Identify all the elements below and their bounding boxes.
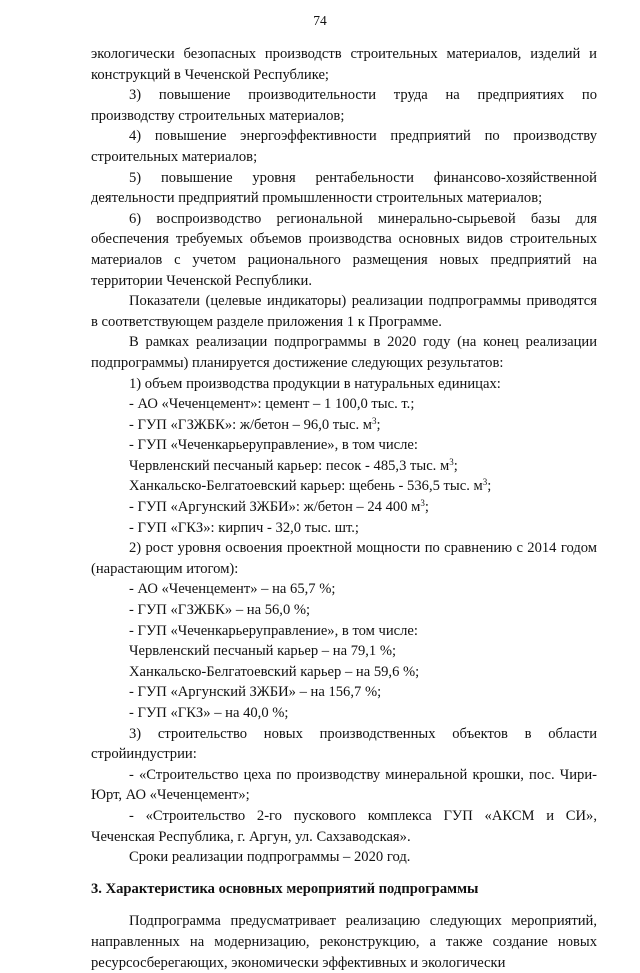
- list-item: - ГУП «ГКЗ» – на 40,0 %;: [129, 705, 289, 721]
- list-item: - ГУП «Чеченкарьеруправление», в том числе:: [129, 622, 418, 639]
- list-item: - «Строительство цеха по производству минеральной крошки, пос. Чири-Юрт, АО «Чеченцемент»;: [91, 766, 597, 804]
- list-item: 1) объем производства продукции в натуральных единицах:: [129, 375, 501, 392]
- list-item: 2) рост уровня освоения проектной мощности по сравнению с 2014 годом (нарастающим итогом):: [91, 540, 597, 577]
- paragraph: В рамках реализации подпрограммы в 2020 году (на конец реализации подпрограммы) планируется достижение следующих результатов:: [91, 334, 597, 371]
- paragraph: 5) повышение уровня рентабельности финансово-хозяйственной деятельности предприятий промышленности строительных материалов;: [91, 169, 597, 207]
- list-item: - «Строительство 2-го пускового комплекса ГУП «АКСМ и СИ», Чеченская Республика, г. Аргун, ул. Сахзаводская».: [91, 807, 597, 845]
- list-item: - АО «Чеченцемент» – на 65,7 %;: [129, 581, 336, 598]
- list-item: - АО «Чеченцемент»: цемент – 1 100,0 тыс. т.;: [129, 396, 415, 413]
- paragraph: Подпрограмма предусматривает реализацию следующих мероприятий, направленных на модернизацию, реконструкцию, а также создание новых ресурсосберегающих, экономически эффективных и экологически: [91, 913, 597, 971]
- list-item: - ГУП «ГЗЖБК» – на 56,0 %;: [129, 602, 311, 619]
- paragraph: 6) воспроизводство региональной минерально-сырьевой базы для обеспечения требуемых объемов производства основных видов строительных материалов с учетом рационального размещения новых предприятий на территории Чеченской Республики.: [91, 210, 597, 289]
- body-text: [91, 44, 597, 973]
- paragraph: 3) повышение производительности труда на предприятиях по производству строительных материалов;: [91, 87, 597, 124]
- section-heading: 3. Характеристика основных мероприятий подпрограммы: [91, 880, 479, 897]
- list-item: Червленский песчаный карьер: песок - 485,3 тыс. $м^3$;: [129, 456, 458, 474]
- paragraph: экологически безопасных производств строительных материалов, изделий и конструкций в Чеченской Республике;: [91, 46, 597, 83]
- list-item: - ГУП «Аргунский ЗЖБИ»: ж/бетон – 24 400 $м^3$;: [129, 498, 429, 516]
- list-item: - ГУП «Чеченкарьеруправление», в том числе:: [129, 437, 418, 454]
- list-item: - ГУП «Аргунский ЗЖБИ» – на 156,7 %;: [129, 684, 382, 701]
- paragraph: 4) повышение энергоэффективности предприятий по производству строительных материалов;: [91, 128, 597, 165]
- list-item: - ГУП «ГКЗ»: кирпич - 32,0 тыс. шт.;: [129, 519, 359, 536]
- list-item: 3) строительство новых производственных объектов в области стройиндустрии:: [91, 725, 597, 763]
- list-item: Ханкальско-Белгатоевский карьер – на 59,6 %;: [129, 663, 420, 680]
- paragraph: Сроки реализации подпрограммы – 2020 год.: [129, 849, 411, 866]
- page-number: 74: [313, 13, 327, 28]
- list-item: Червленский песчаный карьер – на 79,1 %;: [129, 643, 397, 660]
- paragraph: Показатели (целевые индикаторы) реализации подпрограммы приводятся в соответствующем разделе приложения 1 к Программе.: [91, 293, 597, 330]
- list-item: - ГУП «ГЗЖБК»: ж/бетон – 96,0 тыс. $м^3$;: [129, 415, 381, 433]
- list-item: Ханкальско-Белгатоевский карьер: щебень - 536,5 тыс. $м^3$;: [129, 477, 492, 495]
